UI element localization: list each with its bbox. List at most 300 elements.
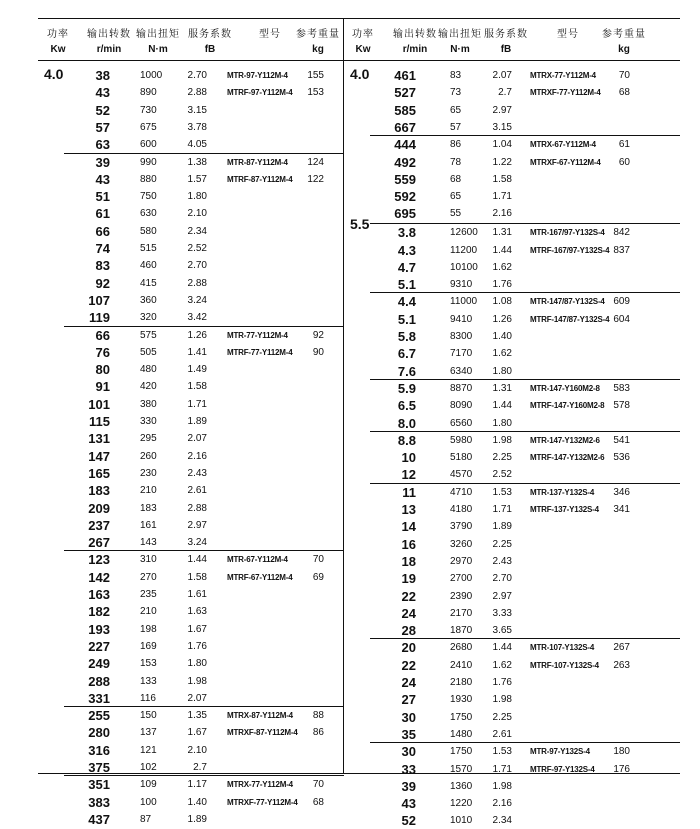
torque-cell: 78 <box>450 156 462 168</box>
torque-cell: 1000 <box>140 70 163 81</box>
service-factor-cell: 1.17 <box>187 779 207 791</box>
torque-cell: 270 <box>140 571 157 583</box>
weight-cell <box>294 275 324 292</box>
header-rule <box>38 60 680 61</box>
service-factor-cell: 1.80 <box>187 191 207 203</box>
weight-cell <box>294 430 324 447</box>
header-power-unit: Kw <box>355 44 371 55</box>
torque-cell: 750 <box>140 191 157 203</box>
torque-cell: 295 <box>140 433 157 445</box>
header-service-cn: 服务系数 <box>484 29 528 40</box>
service-factor-cell: 2.52 <box>187 243 207 254</box>
torque-cell: 11000 <box>450 296 478 308</box>
header-speed-unit: r/min <box>402 44 428 55</box>
torque-cell: 87 <box>140 813 152 825</box>
torque-cell: 575 <box>140 329 157 341</box>
speed-cell: 57 <box>95 119 110 135</box>
weight-cell <box>600 605 630 622</box>
header-power-right <box>345 28 381 57</box>
weight-cell: 346 <box>613 486 630 498</box>
service-factor-cell: 2.16 <box>492 798 512 810</box>
weight-cell: 86 <box>312 727 324 739</box>
header-power-cn: 功率 <box>352 29 374 40</box>
torque-cell: 320 <box>140 312 157 324</box>
weight-cell <box>294 136 324 153</box>
service-factor-cell: 1.58 <box>187 381 207 393</box>
weight-cell <box>294 811 324 828</box>
model-cell: MTR-107-Y132S-4 <box>530 643 595 653</box>
speed-cell: 30 <box>401 709 416 725</box>
power-left: 4.0 <box>44 66 64 82</box>
weight-cell <box>294 413 324 430</box>
torque-cell: 310 <box>140 554 157 566</box>
weight-cell: 155 <box>307 70 324 81</box>
speed-cell: 10 <box>401 450 416 466</box>
speed-cell: 8.8 <box>397 432 416 448</box>
torque-cell: 183 <box>140 502 157 514</box>
torque-cell: 65 <box>450 191 462 203</box>
torque-cell: 210 <box>140 485 157 497</box>
header-service-right <box>476 28 536 57</box>
service-factor-cell: 1.58 <box>492 173 512 185</box>
model-cell: MTRF-87-Y112M-4 <box>227 174 293 184</box>
speed-cell: 4.4 <box>397 294 416 310</box>
torque-cell: 505 <box>140 346 157 358</box>
header-power-cn: 功率 <box>47 29 69 40</box>
service-factor-cell: 1.89 <box>187 416 207 427</box>
speed-cell: 30 <box>401 744 416 760</box>
weight-cell <box>600 778 630 795</box>
torque-cell: 415 <box>140 277 157 289</box>
speed-cell: 288 <box>88 673 110 689</box>
torque-cell: 8870 <box>450 382 473 394</box>
model-cell: MTRX-87-Y112M-4 <box>227 711 293 721</box>
torque-cell: 2680 <box>450 642 473 654</box>
speed-cell: 18 <box>401 553 416 569</box>
header-torque-left <box>128 28 188 57</box>
torque-cell: 8300 <box>450 331 473 342</box>
weight-cell: 70 <box>312 554 324 566</box>
service-factor-cell: 1.22 <box>492 156 512 168</box>
weight-cell <box>294 292 324 309</box>
group-divider <box>370 431 680 432</box>
torque-cell: 1360 <box>450 780 473 792</box>
service-factor-cell: 2.10 <box>187 744 207 756</box>
header-weight-unit: kg <box>312 44 324 55</box>
torque-cell: 600 <box>140 139 157 151</box>
service-factor-cell: 1.31 <box>492 382 512 394</box>
service-factor-cell: 1.49 <box>187 364 207 376</box>
weight-cell <box>600 622 630 639</box>
speed-cell: 182 <box>88 604 110 620</box>
service-factor-cell: 1.38 <box>187 156 207 168</box>
group-divider <box>370 223 680 224</box>
weight-cell <box>294 223 324 240</box>
torque-cell: 6560 <box>450 417 473 429</box>
speed-cell: 4.7 <box>397 259 416 275</box>
torque-cell: 121 <box>140 744 157 756</box>
torque-cell: 2410 <box>450 659 473 671</box>
header-model-cn: 型号 <box>557 29 579 40</box>
service-factor-cell: 2.88 <box>187 502 207 514</box>
header-service-left <box>180 28 240 57</box>
service-factor-cell: 2.34 <box>187 225 207 237</box>
service-factor-cell: 1.53 <box>492 486 512 498</box>
speed-cell: 35 <box>401 726 416 742</box>
speed-cell: 559 <box>394 171 416 187</box>
service-factor-cell: 2.70 <box>187 260 207 272</box>
weight-cell: 124 <box>307 156 324 168</box>
weight-cell: 61 <box>618 139 630 151</box>
power-right-second: 5.5 <box>350 216 370 232</box>
service-factor-cell: 1.40 <box>187 796 207 808</box>
weight-cell <box>294 188 324 205</box>
speed-cell: 16 <box>401 536 416 552</box>
model-cell: MTRXF-77-Y112M-4 <box>530 88 601 98</box>
weight-cell <box>600 276 630 293</box>
speed-cell: 147 <box>88 448 110 464</box>
model-cell: MTRF-137-Y132S-4 <box>530 505 599 514</box>
speed-cell: 193 <box>88 621 110 637</box>
torque-cell: 1220 <box>450 798 473 810</box>
torque-cell: 515 <box>140 243 157 254</box>
speed-cell: 585 <box>394 102 416 118</box>
model-cell: MTRXF-87-Y112M-4 <box>227 728 298 738</box>
torque-cell: 12600 <box>450 227 478 239</box>
weight-cell <box>294 205 324 222</box>
weight-cell: 536 <box>613 452 630 464</box>
weight-cell <box>600 466 630 483</box>
weight-cell <box>600 171 630 188</box>
speed-cell: 19 <box>401 571 416 587</box>
speed-cell: 351 <box>88 777 110 793</box>
speed-cell: 39 <box>401 778 416 794</box>
weight-cell <box>294 517 324 534</box>
model-cell: MTR-87-Y112M-4 <box>227 157 288 167</box>
weight-cell <box>600 536 630 553</box>
service-factor-cell: 1.76 <box>492 677 512 688</box>
speed-cell: 592 <box>394 189 416 205</box>
weight-cell <box>600 259 630 276</box>
torque-cell: 102 <box>140 762 157 773</box>
service-factor-cell: 1.98 <box>492 694 512 706</box>
speed-cell: 33 <box>401 761 416 777</box>
torque-cell: 198 <box>140 623 157 635</box>
weight-cell: 122 <box>307 173 324 185</box>
service-factor-cell: 1.44 <box>492 244 512 256</box>
speed-cell: 14 <box>401 519 416 535</box>
speed-cell: 667 <box>394 119 416 135</box>
torque-cell: 880 <box>140 173 157 185</box>
torque-cell: 153 <box>140 658 157 670</box>
header-service-cn: 服务系数 <box>188 29 232 40</box>
weight-cell <box>600 518 630 535</box>
speed-cell: 92 <box>95 275 110 291</box>
service-factor-cell: 2.07 <box>187 433 207 445</box>
speed-cell: 461 <box>394 68 416 83</box>
service-factor-cell: 2.25 <box>492 711 512 723</box>
service-factor-cell: 1.35 <box>187 710 207 722</box>
weight-cell <box>294 690 324 707</box>
service-factor-cell: 1.53 <box>492 746 512 758</box>
service-factor-cell: 1.71 <box>492 191 512 203</box>
speed-cell: 24 <box>401 605 416 621</box>
header-speed-unit: r/min <box>96 44 122 55</box>
weight-cell <box>294 742 324 759</box>
speed-cell: 43 <box>401 796 416 812</box>
service-factor-cell: 1.71 <box>492 763 512 775</box>
speed-cell: 3.8 <box>397 225 416 241</box>
torque-cell: 116 <box>140 692 156 704</box>
weight-cell <box>294 638 324 655</box>
header-weight-left <box>292 28 344 57</box>
service-factor-cell: 2.16 <box>187 450 207 462</box>
service-factor-cell: 1.98 <box>492 780 512 792</box>
group-divider <box>370 483 680 484</box>
weight-cell <box>600 345 630 362</box>
speed-cell: 38 <box>95 68 110 83</box>
weight-cell <box>294 655 324 672</box>
service-factor-cell: 2.25 <box>492 452 512 464</box>
weight-cell: 153 <box>307 87 324 99</box>
weight-cell: 541 <box>613 434 630 446</box>
torque-cell: 990 <box>140 156 157 168</box>
weight-cell <box>294 586 324 603</box>
header-power-unit: Kw <box>50 44 66 55</box>
speed-cell: 119 <box>89 310 110 326</box>
speed-cell: 24 <box>401 675 416 690</box>
service-factor-cell: 1.57 <box>187 173 207 185</box>
speed-cell: 27 <box>401 692 416 708</box>
speed-cell: 280 <box>88 725 110 741</box>
service-factor-cell: 1.67 <box>187 727 207 739</box>
group-divider <box>370 292 680 293</box>
speed-cell: 63 <box>95 137 110 153</box>
speed-cell: 80 <box>95 362 110 378</box>
torque-cell: 5980 <box>450 434 473 446</box>
model-cell: MTR-147/87-Y132S-4 <box>530 297 605 307</box>
torque-cell: 235 <box>140 589 157 600</box>
torque-cell: 260 <box>140 450 157 462</box>
torque-cell: 630 <box>140 208 157 220</box>
speed-cell: 375 <box>88 760 110 775</box>
torque-cell: 675 <box>140 121 157 133</box>
header-weight-right <box>598 28 650 57</box>
torque-cell: 3260 <box>450 538 473 550</box>
torque-cell: 1870 <box>450 625 473 637</box>
weight-cell <box>600 812 630 829</box>
service-factor-cell: 1.04 <box>492 139 512 151</box>
model-cell: MTRX-77-Y112M-4 <box>530 71 596 80</box>
speed-cell: 5.1 <box>397 311 416 327</box>
torque-cell: 380 <box>140 398 157 410</box>
service-factor-cell: 3.24 <box>187 294 207 306</box>
weight-cell <box>600 415 630 432</box>
torque-cell: 8090 <box>450 400 473 412</box>
service-factor-cell: 3.42 <box>187 312 207 324</box>
speed-cell: 267 <box>88 535 110 551</box>
torque-cell: 133 <box>140 675 157 687</box>
service-factor-cell: 2.07 <box>187 692 207 704</box>
speed-cell: 383 <box>88 794 110 810</box>
service-factor-cell: 2.43 <box>492 555 512 567</box>
torque-cell: 73 <box>450 87 462 99</box>
torque-cell: 460 <box>140 260 157 272</box>
torque-cell: 55 <box>450 208 462 220</box>
speed-cell: 11 <box>402 484 416 500</box>
model-cell: MTRF-97-Y112M-4 <box>227 88 293 98</box>
model-cell: MTR-147-Y132M2-6 <box>530 435 600 445</box>
torque-cell: 1750 <box>450 746 473 758</box>
speed-cell: 51 <box>95 189 110 205</box>
speed-cell: 61 <box>95 206 110 222</box>
weight-cell: 578 <box>613 400 630 412</box>
power-right-first: 4.0 <box>350 66 370 82</box>
speed-cell: 492 <box>394 154 416 170</box>
torque-cell: 210 <box>140 606 157 618</box>
service-factor-cell: 1.41 <box>187 346 207 358</box>
service-factor-cell: 2.7 <box>498 87 512 99</box>
torque-cell: 11200 <box>450 244 478 256</box>
service-factor-cell: 2.88 <box>187 87 207 99</box>
weight-cell <box>600 363 630 380</box>
service-factor-cell: 1.89 <box>492 521 512 533</box>
torque-cell: 65 <box>450 104 462 116</box>
torque-cell: 9410 <box>450 313 473 325</box>
service-factor-cell: 2.61 <box>492 728 512 740</box>
weight-cell: 341 <box>613 504 630 515</box>
weight-cell: 92 <box>312 329 324 341</box>
service-factor-cell: 1.63 <box>187 606 207 618</box>
speed-cell: 6.7 <box>397 346 416 362</box>
model-cell: MTR-167/97-Y132S-4 <box>530 228 605 238</box>
torque-cell: 580 <box>140 225 157 237</box>
service-factor-cell: 3.24 <box>187 537 207 549</box>
speed-cell: 66 <box>95 327 110 343</box>
weight-cell: 583 <box>613 382 630 394</box>
torque-cell: 2170 <box>450 607 473 619</box>
speed-cell: 183 <box>88 483 110 499</box>
header-model-right <box>538 28 598 42</box>
weight-cell <box>294 482 324 499</box>
service-factor-cell: 2.7 <box>193 762 207 773</box>
model-cell: MTRF-147-Y160M2-8 <box>530 401 605 411</box>
header-torque-unit: N·m <box>450 44 470 55</box>
model-cell: MTR-97-Y132S-4 <box>530 747 590 757</box>
torque-cell: 7170 <box>450 348 473 360</box>
weight-cell: 60 <box>618 156 630 168</box>
speed-cell: 107 <box>88 292 110 308</box>
service-factor-cell: 2.97 <box>492 104 512 116</box>
weight-cell <box>294 309 324 326</box>
torque-cell: 86 <box>450 139 462 151</box>
speed-cell: 165 <box>88 465 110 481</box>
service-factor-cell: 1.61 <box>187 589 207 600</box>
service-factor-cell: 2.10 <box>187 208 207 220</box>
torque-cell: 360 <box>140 294 157 306</box>
model-cell: MTRX-77-Y112M-4 <box>227 780 293 790</box>
model-cell: MTR-97-Y112M-4 <box>227 71 288 80</box>
speed-cell: 91 <box>95 379 110 395</box>
header-speed-cn: 输出转数 <box>87 29 131 40</box>
speed-cell: 209 <box>88 500 110 516</box>
group-divider <box>370 742 680 743</box>
model-cell: MTR-137-Y132S-4 <box>530 487 595 497</box>
header-service-unit: fB <box>204 44 216 55</box>
weight-cell: 267 <box>613 642 630 654</box>
speed-cell: 13 <box>401 502 416 517</box>
service-factor-cell: 3.15 <box>492 121 512 133</box>
torque-cell: 6340 <box>450 365 473 377</box>
header-torque-unit: N·m <box>148 44 168 55</box>
service-factor-cell: 2.70 <box>187 70 207 81</box>
weight-cell <box>294 465 324 482</box>
weight-cell <box>294 257 324 274</box>
header-service-unit: fB <box>500 44 512 55</box>
weight-cell: 176 <box>613 763 630 775</box>
torque-cell: 330 <box>140 416 157 427</box>
header-speed-cn: 输出转数 <box>393 29 437 40</box>
weight-cell <box>600 691 630 708</box>
torque-cell: 4180 <box>450 504 473 515</box>
speed-cell: 527 <box>394 85 416 101</box>
weight-cell: 70 <box>618 70 630 81</box>
service-factor-cell: 1.40 <box>492 331 512 342</box>
weight-cell <box>600 709 630 726</box>
weight-cell <box>600 588 630 605</box>
speed-cell: 20 <box>401 640 416 656</box>
weight-cell: 90 <box>312 346 324 358</box>
header-torque-cn: 输出扭矩 <box>438 29 482 40</box>
header-weight-unit: kg <box>618 44 630 55</box>
service-factor-cell: 1.67 <box>187 623 207 635</box>
weight-cell <box>294 603 324 620</box>
service-factor-cell: 2.43 <box>187 467 207 479</box>
weight-cell: 837 <box>613 244 630 256</box>
weight-cell <box>294 621 324 638</box>
weight-cell: 604 <box>613 313 630 325</box>
header-model-left <box>240 28 300 42</box>
weight-cell <box>600 102 630 119</box>
model-cell: MTRF-147-Y132M2-6 <box>530 453 605 463</box>
weight-cell <box>294 378 324 395</box>
torque-cell: 1570 <box>450 763 473 775</box>
torque-cell: 143 <box>140 537 157 549</box>
speed-cell: 331 <box>88 690 110 706</box>
speed-cell: 131 <box>88 431 110 447</box>
column-divider <box>343 18 344 773</box>
header-torque-cn: 输出扭矩 <box>136 29 180 40</box>
speed-cell: 115 <box>89 414 110 429</box>
speed-cell: 7.6 <box>397 363 416 379</box>
weight-cell <box>600 726 630 743</box>
model-cell: MTR-147-Y160M2-8 <box>530 383 600 393</box>
speed-cell: 163 <box>88 587 110 602</box>
service-factor-cell: 1.26 <box>492 313 512 325</box>
torque-cell: 1750 <box>450 711 473 723</box>
service-factor-cell: 1.98 <box>187 675 207 687</box>
weight-cell <box>294 240 324 257</box>
service-factor-cell: 2.52 <box>492 469 512 481</box>
torque-cell: 68 <box>450 173 462 185</box>
weight-cell: 609 <box>613 296 630 308</box>
weight-cell <box>294 673 324 690</box>
top-rule <box>38 18 680 19</box>
model-cell: MTRXF-67-Y112M-4 <box>530 157 601 167</box>
service-factor-cell: 2.25 <box>492 538 512 550</box>
torque-cell: 10100 <box>450 261 478 273</box>
weight-cell <box>294 759 324 776</box>
